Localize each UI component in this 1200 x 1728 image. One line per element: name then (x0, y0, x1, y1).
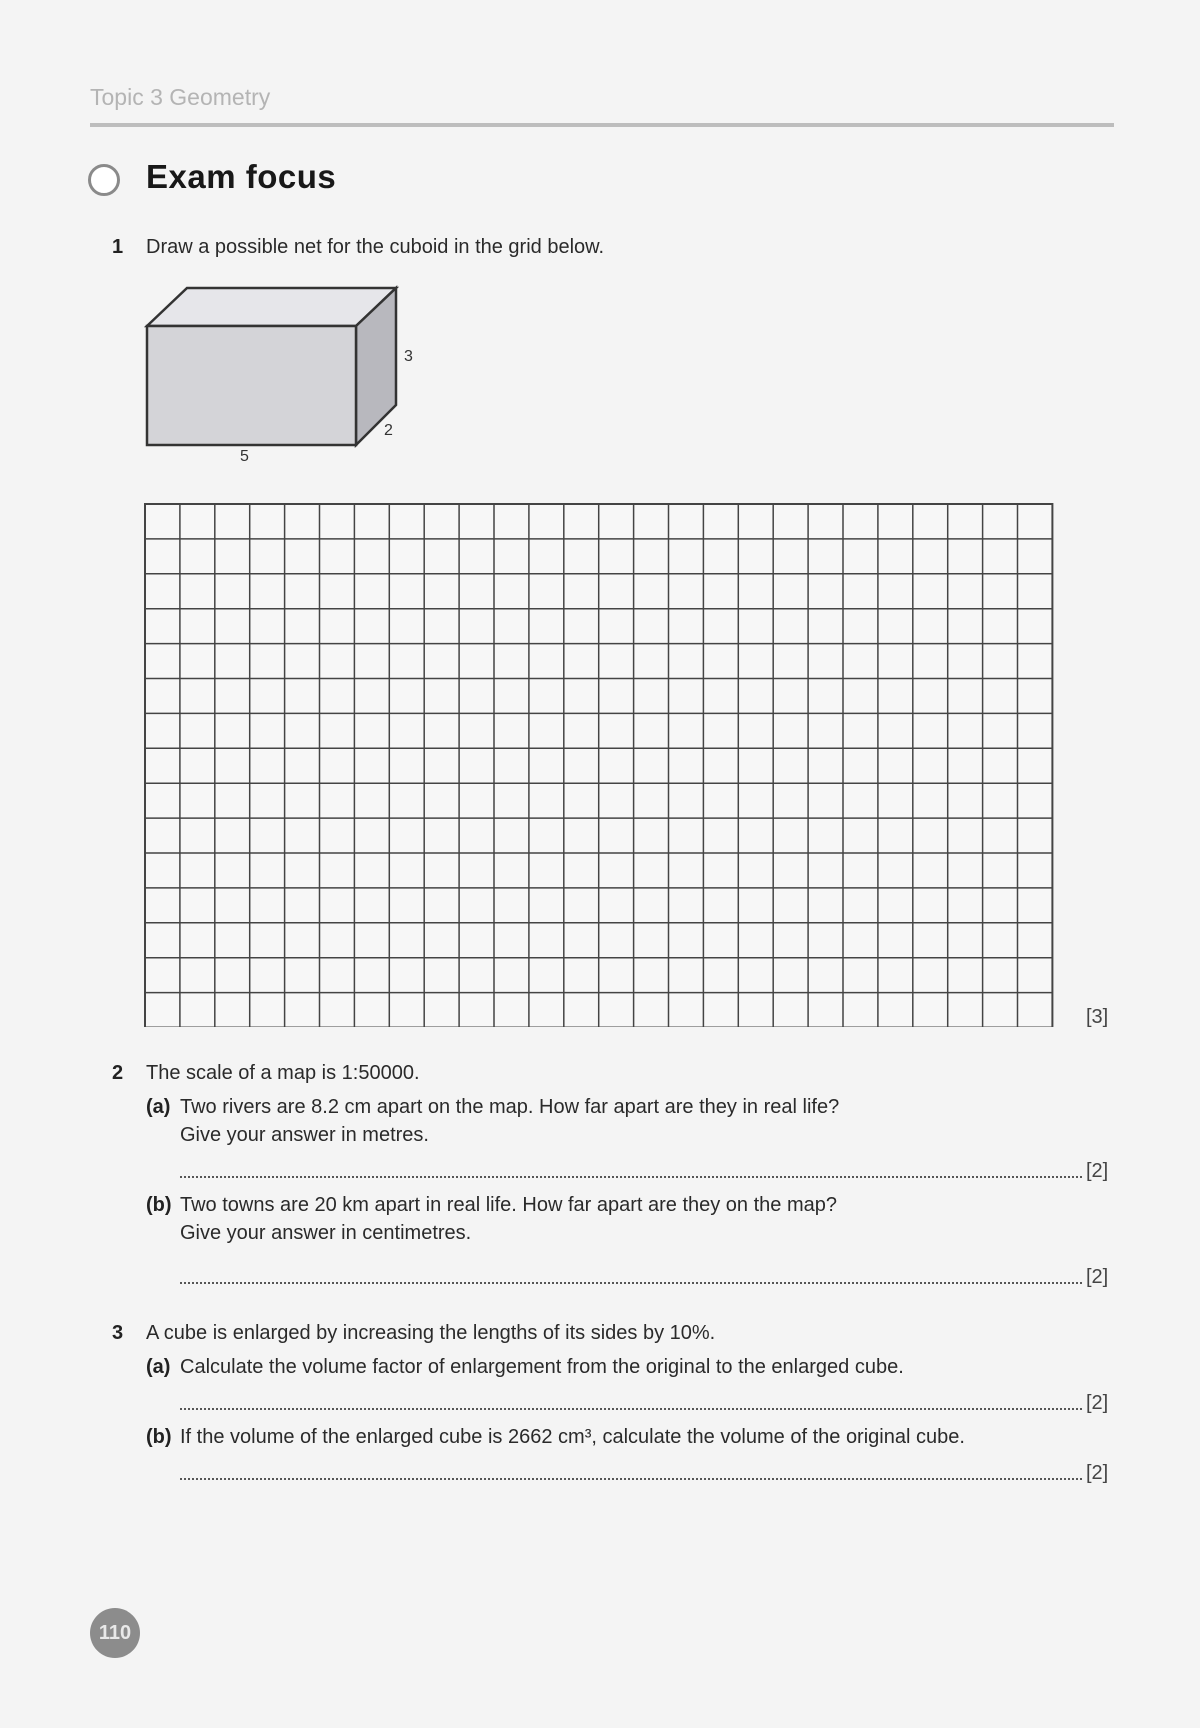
topic-header: Topic 3 Geometry (90, 84, 271, 110)
question-3a-answer-line[interactable] (180, 1408, 1082, 1410)
question-1-text: Draw a possible net for the cuboid in the grid below. (146, 236, 605, 258)
section-circle-icon (88, 164, 120, 196)
cuboid-diagram (140, 280, 420, 470)
page-number: 110 (90, 1608, 140, 1658)
question-3a-marks: [2] (1086, 1392, 1109, 1414)
question-2-text: The scale of a map is 1:50000. (146, 1062, 420, 1084)
question-2a-label: (a) (146, 1096, 171, 1118)
cuboid-front-face (147, 326, 356, 445)
question-3b-answer-line[interactable] (180, 1478, 1082, 1480)
cuboid-top-face (147, 288, 396, 326)
question-2a-answer-line[interactable] (180, 1176, 1082, 1178)
question-3-text: A cube is enlarged by increasing the lengths of its sides by 10%. (146, 1322, 716, 1344)
question-2b-text: Two towns are 20 km apart in real life. How far apart are they on the map? (180, 1194, 837, 1216)
question-2b-answer-line[interactable] (180, 1282, 1082, 1284)
question-2a-instruction: Give your answer in metres. (180, 1124, 429, 1146)
question-3-number: 3 (112, 1322, 124, 1344)
header-divider (90, 123, 1114, 127)
question-2b-marks: [2] (1086, 1266, 1109, 1288)
question-3b-label: (b) (146, 1426, 172, 1448)
cuboid-length-label: 5 (240, 448, 249, 465)
question-3a-text: Calculate the volume factor of enlargement from the original to the enlarged cube. (180, 1356, 904, 1378)
question-1-marks: [3] (1086, 1006, 1109, 1028)
question-2b-instruction: Give your answer in centimetres. (180, 1222, 472, 1244)
cuboid-depth-label: 2 (384, 422, 393, 439)
question-2-number: 2 (112, 1062, 124, 1084)
question-1-number: 1 (112, 236, 124, 258)
answer-grid[interactable] (144, 503, 1054, 1027)
question-2a-marks: [2] (1086, 1160, 1109, 1182)
question-3b-text: If the volume of the enlarged cube is 2662 cm³, calculate the volume of the original cube. (180, 1426, 965, 1448)
question-3b-marks: [2] (1086, 1462, 1109, 1484)
question-2b-label: (b) (146, 1194, 172, 1216)
cuboid-height-label: 3 (404, 348, 413, 365)
question-3a-label: (a) (146, 1356, 171, 1378)
section-title: Exam focus (146, 158, 337, 195)
question-2a-text: Two rivers are 8.2 cm apart on the map. How far apart are they in real life? (180, 1096, 840, 1118)
